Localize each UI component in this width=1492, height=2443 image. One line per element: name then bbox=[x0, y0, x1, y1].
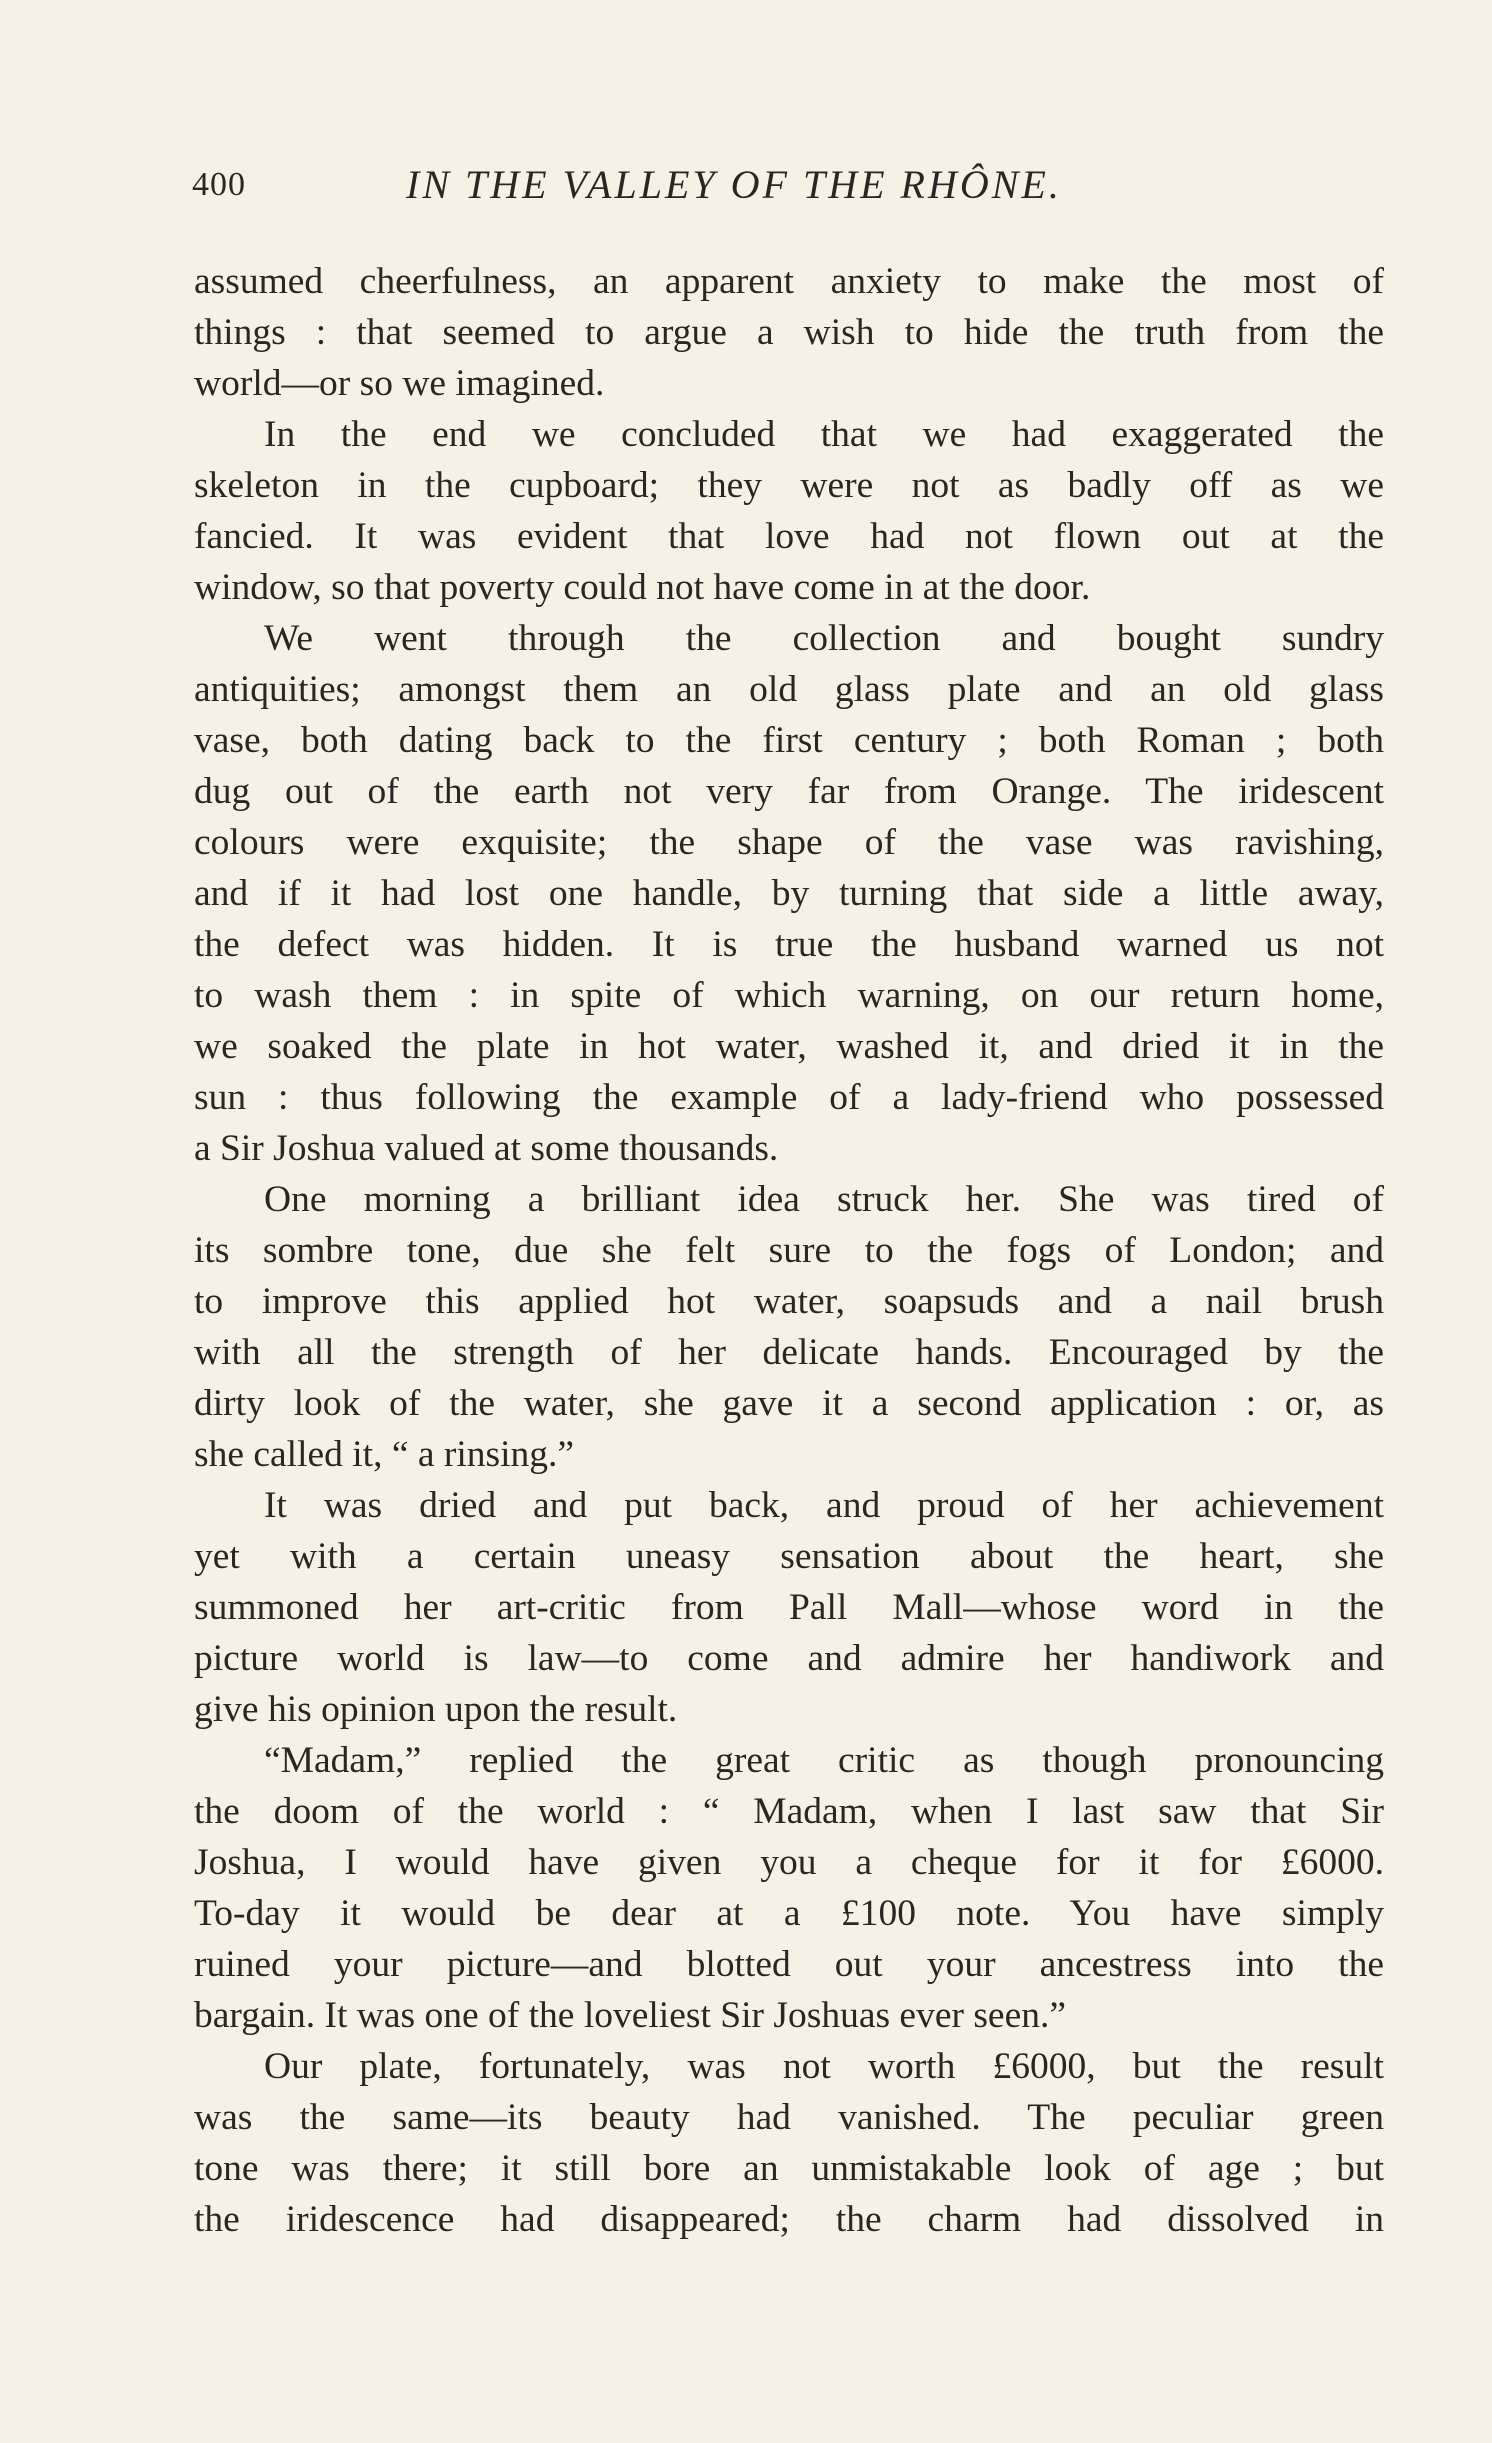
text-line: dirty look of the water, she gave it a second application : or, as bbox=[194, 1383, 1384, 1424]
text-line: ruined your picture—and blotted out your ancestress into the bbox=[194, 1944, 1384, 1985]
text-line: we soaked the plate in hot water, washed it, and dried it in the bbox=[194, 1026, 1384, 1067]
text-line: things : that seemed to argue a wish to hide the truth from the bbox=[194, 312, 1384, 353]
page-header bbox=[192, 160, 1392, 220]
text-line: the doom of the world : “ Madam, when I last saw that Sir bbox=[194, 1791, 1384, 1832]
text-line: its sombre tone, due she felt sure to the fogs of London; and bbox=[194, 1230, 1384, 1271]
text-line: the iridescence had disappeared; the charm had dissolved in bbox=[194, 2199, 1384, 2240]
text-line: sun : thus following the example of a lady-friend who possessed bbox=[194, 1077, 1384, 1118]
text-line: world—or so we imagined. bbox=[194, 363, 605, 404]
text-line: assumed cheerfulness, an apparent anxiety to make the most of bbox=[194, 261, 1384, 302]
text-line: tone was there; it still bore an unmistakable look of age ; but bbox=[194, 2148, 1384, 2189]
text-line: to improve this applied hot water, soapsuds and a nail brush bbox=[194, 1281, 1384, 1322]
text-line: One morning a brilliant idea struck her. She was tired of bbox=[264, 1179, 1384, 1220]
text-line: We went through the collection and bought sundry bbox=[264, 618, 1384, 659]
text-line: dug out of the earth not very far from Orange. The iridescent bbox=[194, 771, 1384, 812]
text-line: with all the strength of her delicate hands. Encouraged by the bbox=[194, 1332, 1384, 1373]
text-line: window, so that poverty could not have come in at the door. bbox=[194, 567, 1091, 608]
body-text bbox=[194, 256, 1384, 2245]
text-line: Joshua, I would have given you a cheque for it for £6000. bbox=[194, 1842, 1384, 1883]
text-line: and if it had lost one handle, by turning that side a little away, bbox=[194, 873, 1384, 914]
text-line: yet with a certain uneasy sensation about the heart, she bbox=[194, 1536, 1384, 1577]
text-line: colours were exquisite; the shape of the vase was ravishing, bbox=[194, 822, 1384, 863]
text-line: In the end we concluded that we had exaggerated the bbox=[264, 414, 1384, 455]
text-line: “Madam,” replied the great critic as though pronouncing bbox=[264, 1740, 1384, 1781]
page-number: 400 bbox=[192, 166, 246, 203]
text-line: It was dried and put back, and proud of her achievement bbox=[264, 1485, 1384, 1526]
text-line: skeleton in the cupboard; they were not as badly off as we bbox=[194, 465, 1384, 506]
text-line: was the same—its beauty had vanished. The peculiar green bbox=[194, 2097, 1384, 2138]
text-line: picture world is law—to come and admire her handiwork and bbox=[194, 1638, 1384, 1679]
text-line: to wash them : in spite of which warning, on our return home, bbox=[194, 975, 1384, 1016]
text-line: the defect was hidden. It is true the husband warned us not bbox=[194, 924, 1384, 965]
text-line: vase, both dating back to the first century ; both Roman ; both bbox=[194, 720, 1384, 761]
text-line: fancied. It was evident that love had not flown out at the bbox=[194, 516, 1384, 557]
text-line: antiquities; amongst them an old glass plate and an old glass bbox=[194, 669, 1384, 710]
text-line: To-day it would be dear at a £100 note. You have simply bbox=[194, 1893, 1384, 1934]
text-line: she called it, “ a rinsing.” bbox=[194, 1434, 575, 1475]
text-line: a Sir Joshua valued at some thousands. bbox=[194, 1128, 779, 1169]
text-line: Our plate, fortunately, was not worth £6000, but the result bbox=[264, 2046, 1384, 2087]
text-line: give his opinion upon the result. bbox=[194, 1689, 678, 1730]
running-title: IN THE VALLEY OF THE RHÔNE. bbox=[406, 162, 1062, 207]
text-line: summoned her art-critic from Pall Mall—whose word in the bbox=[194, 1587, 1384, 1628]
text-line: bargain. It was one of the loveliest Sir Joshuas ever seen.” bbox=[194, 1995, 1066, 2036]
